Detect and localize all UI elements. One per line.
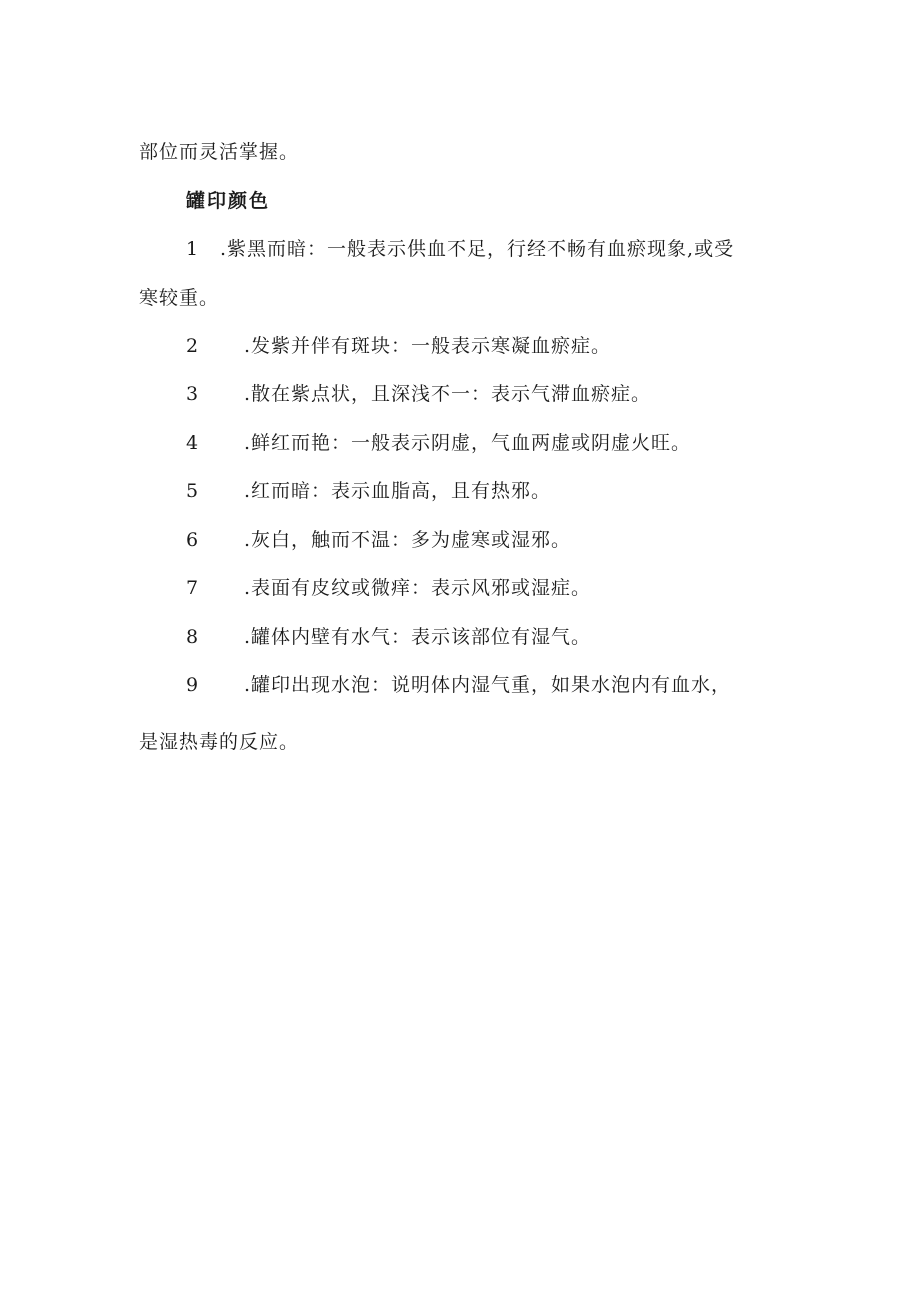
item-text: .发紫并伴有斑块：一般表示寒凝血瘀症。 [244,335,612,357]
item-text: .表面有皮纹或微痒：表示风邪或湿症。 [244,577,592,599]
list-item [186,625,591,649]
list-item [186,528,571,552]
item-number: 2 [186,335,200,357]
item-text: .鲜红而艳：一般表示阴虚，气血两虚或阴虚火旺。 [244,432,692,454]
section-heading: 罐印颜色 [186,190,271,212]
item-number: 5 [186,480,200,502]
continuation-paragraph: 部位而灵活掌握。 [139,141,300,163]
item-continuation: 寒较重。 [139,287,220,309]
list-item [186,334,611,358]
item-number: 6 [186,529,200,551]
item-text: .散在紫点状，且深浅不一：表示气滞血瘀症。 [244,383,652,405]
item-text: .罐印出现水泡：说明体内湿气重，如果水泡内有血水， [244,674,732,696]
list-item [186,237,734,261]
item-number: 3 [186,383,200,405]
item-continuation: 是湿热毒的反应。 [139,731,300,753]
item-number: 9 [186,674,200,696]
item-number: 4 [186,432,200,454]
list-item [186,673,731,697]
item-text: .红而暗：表示血脂高，且有热邪。 [244,480,552,502]
list-item [186,479,551,503]
list-item [186,382,651,406]
item-number: 1 [186,238,200,260]
item-number: 8 [186,626,200,648]
item-text: .紫黑而暗：一般表示供血不足，行经不畅有血瘀现象,或受 [220,238,735,260]
item-text: .灰白，触而不温：多为虚寒或湿邪。 [244,529,572,551]
item-text: .罐体内壁有水气：表示该部位有湿气。 [244,626,592,648]
item-number: 7 [186,577,200,599]
list-item [186,431,691,455]
list-item [186,576,591,600]
